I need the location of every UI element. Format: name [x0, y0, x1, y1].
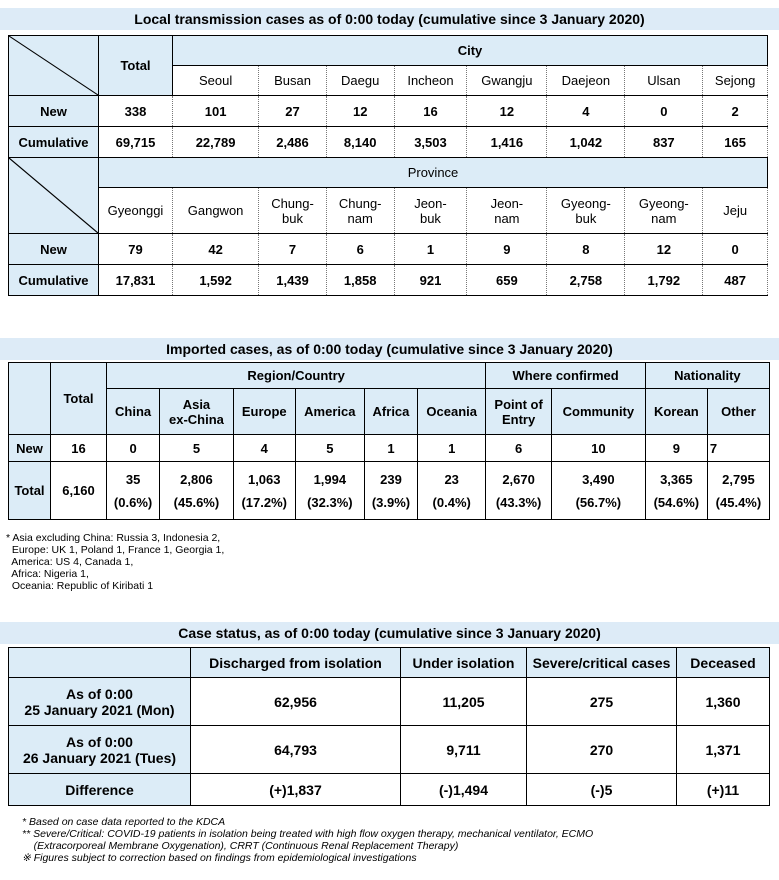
status-value-2: (-)5 — [527, 774, 677, 806]
province-value-8: 487 — [703, 265, 768, 296]
imported-total-cell-8 — [645, 462, 707, 520]
status-value-1: 9,711 — [401, 726, 527, 774]
imported-total-cell-2 — [233, 462, 295, 520]
city-header-seoul: Seoul — [173, 66, 259, 96]
city-value-seoul: 22,789 — [173, 127, 259, 158]
status-header-3: Deceased — [677, 648, 770, 678]
case-status-title: Case status, as of 0:00 today (cumulative since 3 January 2020) — [0, 622, 779, 644]
imported-total-percent: (0.6%) — [113, 494, 153, 510]
imported-new-value-8: 9 — [645, 435, 707, 462]
imported-total-value: 1,994 — [313, 471, 347, 487]
status-value-1: (-)1,494 — [401, 774, 527, 806]
imported-total-percent: (43.3%) — [495, 494, 542, 510]
imported-column-header-8: Korean — [645, 389, 707, 435]
province-header-0: Gyeonggi — [99, 188, 173, 234]
status-header-2: Severe/critical cases — [527, 648, 677, 678]
city-header-daejeon: Daejeon — [547, 66, 625, 96]
province-header-6: Gyeong- buk — [547, 188, 625, 234]
imported-column-header-9: Other — [707, 389, 769, 435]
imported-note-line: Europe: UK 1, Poland 1, France 1, Georgia 1, — [6, 544, 225, 556]
corner-cell — [9, 36, 99, 96]
imported-new-value-4: 1 — [364, 435, 417, 462]
city-value-busan: 27 — [259, 96, 327, 127]
imported-note-line: * Asia excluding China: Russia 3, Indonesia 2, — [6, 532, 221, 544]
province-value-4: 921 — [394, 265, 467, 296]
status-row-label: Difference — [9, 774, 191, 806]
status-value-2: 270 — [527, 726, 677, 774]
province-value-4: 1 — [394, 234, 467, 265]
local-total-header: Total — [99, 36, 173, 96]
imported-cases-table — [8, 362, 770, 520]
imported-corner — [9, 363, 51, 435]
imported-total-percent: (32.3%) — [307, 494, 353, 510]
imported-note-line: America: US 4, Canada 1, — [6, 556, 134, 568]
local-cases-title: Local transmission cases as of 0:00 today (cumulative since 3 January 2020) — [0, 8, 779, 30]
province-header-3: Chung- nam — [326, 188, 394, 234]
imported-new-value-7: 10 — [551, 435, 645, 462]
province-value-6: 2,758 — [547, 265, 625, 296]
status-value-0: 62,956 — [191, 678, 401, 726]
city-value-gwangju: 1,416 — [467, 127, 547, 158]
province-value-0: 17,831 — [99, 265, 173, 296]
imported-new-value-0: 0 — [107, 435, 160, 462]
corner-cell-province — [9, 158, 99, 234]
imported-new-value-5: 1 — [418, 435, 486, 462]
where-confirmed-header: Where confirmed — [486, 363, 646, 389]
imported-new-value-1: 5 — [160, 435, 234, 462]
city-value-incheon: 16 — [394, 96, 467, 127]
province-value-8: 0 — [703, 234, 768, 265]
nationality-header: Nationality — [645, 363, 769, 389]
imported-total-value: 2,670 — [502, 471, 535, 487]
imported-new-total: 16 — [51, 435, 107, 462]
row-label-new: New — [9, 96, 99, 127]
city-header-gwangju: Gwangju — [467, 66, 547, 96]
city-value-sejong: 165 — [703, 127, 768, 158]
city-value-ulsan: 0 — [625, 96, 703, 127]
row-label-new: New — [9, 435, 51, 462]
city-value-ulsan: 837 — [625, 127, 703, 158]
status-footnote-line: ** Severe/Critical: COVID-19 patients in isolation being treated with high flow oxygen therapy, mechanical ventilator, ECMO — [22, 828, 594, 840]
imported-total-cell-7 — [551, 462, 645, 520]
city-new-total: 338 — [99, 96, 173, 127]
row-label-cumulative: Cumulative — [9, 265, 99, 296]
imported-column-header-4: Africa — [364, 389, 417, 435]
province-value-5: 659 — [467, 265, 547, 296]
status-value-3: 1,360 — [677, 678, 770, 726]
province-header-1: Gangwon — [173, 188, 259, 234]
city-value-busan: 2,486 — [259, 127, 327, 158]
imported-total-cell-6 — [486, 462, 552, 520]
imported-new-value-6: 6 — [486, 435, 552, 462]
row-label-total: Total — [9, 462, 51, 520]
imported-total-percent: (54.6%) — [653, 494, 700, 510]
province-header-8: Jeju — [703, 188, 768, 234]
imported-total-value: 1,063 — [247, 471, 281, 487]
city-header-busan: Busan — [259, 66, 327, 96]
status-row — [9, 678, 770, 726]
imported-total-value: 2,795 — [722, 471, 755, 487]
imported-column-header-0: China — [107, 389, 160, 435]
imported-total-value: 3,490 — [582, 471, 615, 487]
city-group-header: City — [173, 36, 768, 66]
status-value-1: 11,205 — [401, 678, 527, 726]
imported-total-percent: (56.7%) — [575, 494, 622, 510]
province-value-0: 79 — [99, 234, 173, 265]
status-row — [9, 726, 770, 774]
case-status-table — [8, 647, 770, 806]
status-value-3: 1,371 — [677, 726, 770, 774]
imported-new-value-2: 4 — [233, 435, 295, 462]
province-header-4: Jeon- buk — [394, 188, 467, 234]
city-cum-total: 69,715 — [99, 127, 173, 158]
status-footnote-line: (Extracorporeal Membrane Oxygenation), CRRT (Continuous Renal Replacement Therapy) — [22, 840, 459, 852]
province-value-7: 12 — [625, 234, 703, 265]
status-value-3: (+)11 — [677, 774, 770, 806]
status-corner — [9, 648, 191, 678]
status-value-2: 275 — [527, 678, 677, 726]
imported-column-header-1: Asia ex-China — [160, 389, 234, 435]
imported-total-value: 3,365 — [660, 471, 693, 487]
imported-total-value: 2,806 — [180, 471, 213, 487]
status-header-0: Discharged from isolation — [191, 648, 401, 678]
province-value-2: 7 — [259, 234, 327, 265]
imported-total-header: Total — [51, 363, 107, 435]
imported-new-value-3: 5 — [295, 435, 364, 462]
status-value-0: 64,793 — [191, 726, 401, 774]
status-value-0: (+)1,837 — [191, 774, 401, 806]
imported-column-header-2: Europe — [233, 389, 295, 435]
imported-total-percent: (3.9%) — [371, 494, 411, 510]
province-value-2: 1,439 — [259, 265, 327, 296]
imported-total-percent: (17.2%) — [241, 494, 287, 510]
city-header-daegu: Daegu — [326, 66, 394, 96]
imported-column-header-7: Community — [551, 389, 645, 435]
imported-total-cell-5 — [418, 462, 486, 520]
city-value-daejeon: 1,042 — [547, 127, 625, 158]
province-value-1: 1,592 — [173, 265, 259, 296]
city-value-incheon: 3,503 — [394, 127, 467, 158]
province-value-5: 9 — [467, 234, 547, 265]
province-value-7: 1,792 — [625, 265, 703, 296]
status-footnote-line: * Based on case data reported to the KDCA — [22, 816, 226, 828]
imported-column-header-5: Oceania — [418, 389, 486, 435]
imported-total-value: 35 — [125, 471, 141, 487]
imported-total-total: 6,160 — [51, 462, 107, 520]
imported-total-cell-1 — [160, 462, 234, 520]
province-header-7: Gyeong- nam — [625, 188, 703, 234]
city-header-sejong: Sejong — [703, 66, 768, 96]
imported-total-percent: (0.4%) — [432, 494, 471, 510]
city-value-gwangju: 12 — [467, 96, 547, 127]
case-status-footnotes — [22, 816, 593, 864]
imported-total-percent: (45.4%) — [715, 494, 762, 510]
province-group-header: Province — [99, 158, 768, 188]
imported-column-header-3: America — [295, 389, 364, 435]
province-header-5: Jeon- nam — [467, 188, 547, 234]
imported-new-value-9: 7 — [707, 435, 769, 462]
imported-notes — [6, 532, 224, 592]
city-value-sejong: 2 — [703, 96, 768, 127]
city-header-ulsan: Ulsan — [625, 66, 703, 96]
province-value-3: 1,858 — [326, 265, 394, 296]
local-cases-table — [8, 35, 768, 296]
province-value-3: 6 — [326, 234, 394, 265]
city-value-seoul: 101 — [173, 96, 259, 127]
imported-total-cell-4 — [364, 462, 417, 520]
imported-note-line: Oceania: Republic of Kiribati 1 — [6, 580, 154, 592]
imported-total-cell-0 — [107, 462, 160, 520]
province-header-2: Chung- buk — [259, 188, 327, 234]
status-header-1: Under isolation — [401, 648, 527, 678]
status-row-label: As of 0:00 26 January 2021 (Tues) — [9, 726, 191, 774]
row-label-new: New — [9, 234, 99, 265]
region-group-header: Region/Country — [107, 363, 486, 389]
imported-column-header-6: Point of Entry — [486, 389, 552, 435]
province-value-6: 8 — [547, 234, 625, 265]
city-value-daegu: 12 — [326, 96, 394, 127]
imported-total-value: 239 — [380, 471, 402, 487]
city-value-daegu: 8,140 — [326, 127, 394, 158]
row-label-cumulative: Cumulative — [9, 127, 99, 158]
city-header-incheon: Incheon — [394, 66, 467, 96]
imported-total-value: 23 — [444, 471, 459, 487]
imported-note-line: Africa: Nigeria 1, — [6, 568, 89, 580]
city-value-daejeon: 4 — [547, 96, 625, 127]
status-row-label: As of 0:00 25 January 2021 (Mon) — [9, 678, 191, 726]
imported-total-percent: (45.6%) — [173, 494, 220, 510]
status-row — [9, 774, 770, 806]
imported-total-cell-9 — [707, 462, 769, 520]
imported-total-cell-3 — [295, 462, 364, 520]
status-footnote-line: ※ Figures subject to correction based on findings from epidemiological investigations — [22, 852, 417, 864]
province-value-1: 42 — [173, 234, 259, 265]
imported-cases-title: Imported cases, as of 0:00 today (cumulative since 3 January 2020) — [0, 338, 779, 360]
